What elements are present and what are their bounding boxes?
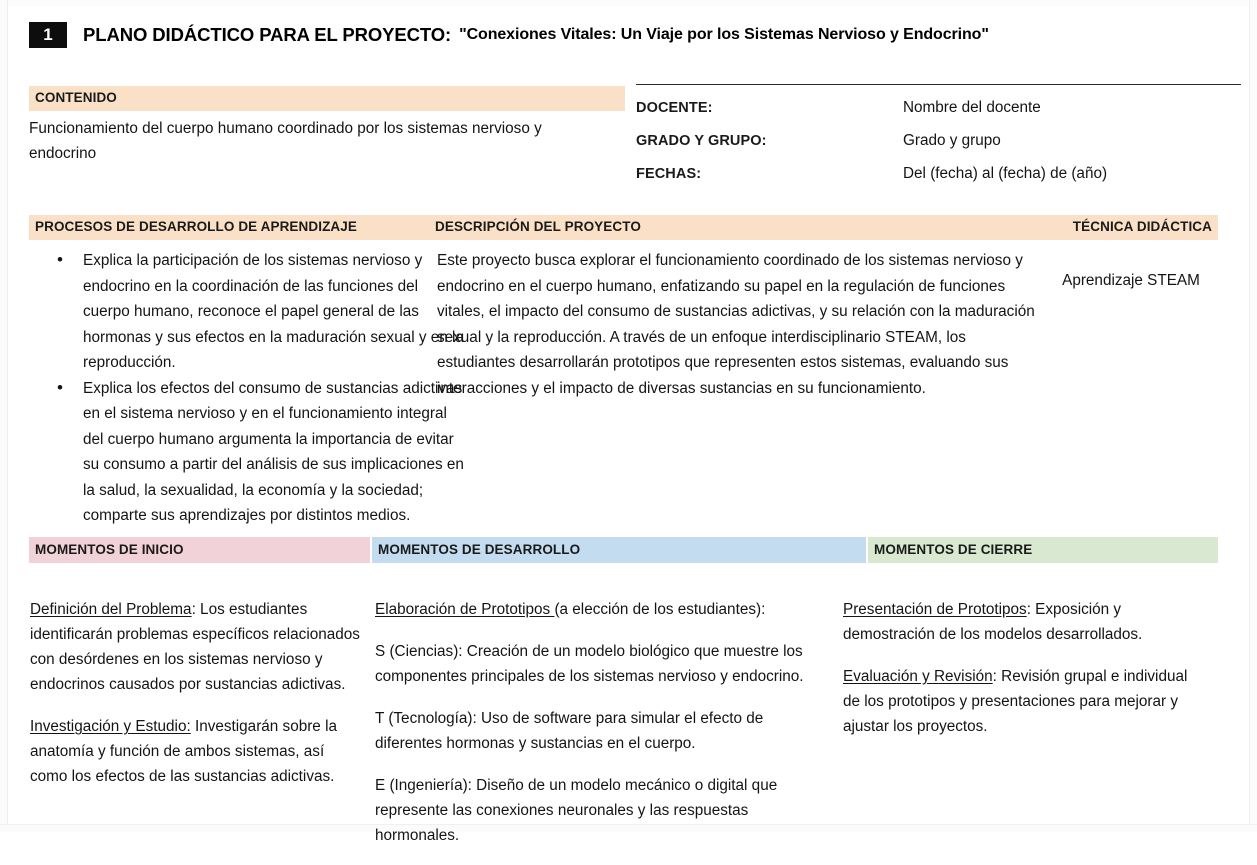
paragraph-rest: Investigarán sobre la anatomía y función de ambos sistemas, así como los efectos de las sustancias adictivas. <box>30 718 337 785</box>
document-title-row <box>29 21 989 49</box>
contenido-header-bar <box>29 86 625 111</box>
momentos-cierre-header-bar <box>868 537 1218 563</box>
section-two-header-bar <box>29 215 1218 240</box>
momentos-header-bars <box>29 537 1218 563</box>
info-row-docente <box>636 91 1241 124</box>
paragraph-rest: (a elección de los estudiantes): <box>554 601 766 618</box>
fechas-value: Del (fecha) al (fecha) de (año) <box>903 164 1108 182</box>
project-description-text: Este proyecto busca explorar el funcionamiento coordinado de los sistemas nervioso y endocrino en el cuerpo humano, enfatizando su papel en la regulación de funciones vitales, el impacto del consumo de sustancias adictivas, y su relación con la maduración sexual y la reproducción. A través de un enfoque interdisciplinario STEAM, los estudiantes desarrollarán prototipos que representen estos sistemas, evaluando sus interacciones y el impacto de diversas sustancias en su funcionamiento. <box>437 252 1035 397</box>
paragraph-lead: Elaboración de Prototipos <box>375 601 555 618</box>
page-edge-right <box>1249 0 1257 832</box>
momentos-inicio-header-bar <box>29 537 370 563</box>
paragraph-rest: T (Tecnología): Uso de software para simular el efecto de diferentes hormonas y sustancias en el cuerpo. <box>375 710 764 752</box>
list-item: • Explica los efectos del consumo de sustancias adictivas en el sistema nervioso y en el funcionamiento integral del cuerpo humano argumenta la importancia de evitar su consumo a partir del análisis de sus implicaciones en la salud, la sexualidad, la economía y la sociedad; comparte sus aprendizajes por distintos medios. <box>83 376 468 529</box>
docente-value: Nombre del docente <box>903 98 1041 116</box>
pda-list <box>45 248 468 529</box>
momentos-inicio-column <box>30 597 364 806</box>
teacher-info-panel <box>636 84 1241 190</box>
info-row-grado-grupo <box>636 124 1241 157</box>
fechas-label: FECHAS: <box>636 165 702 182</box>
momentos-desarrollo-header-bar <box>372 537 866 563</box>
paragraph-rest: : Exposición y demostración de los modelos desarrollados. <box>843 601 1143 643</box>
momentos-desarrollo-column <box>375 597 827 865</box>
page-title: PLANO DIDÁCTICO PARA EL PROYECTO: <box>83 24 452 45</box>
paragraph <box>30 714 364 789</box>
page-edge-top <box>0 0 1257 6</box>
tecnica-didactica-value: Aprendizaje STEAM <box>1062 272 1200 289</box>
paragraph-rest: : Revisión grupal e individual de los prototipos y presentaciones para mejorar y ajustar los proyectos. <box>843 668 1188 735</box>
docente-label: DOCENTE: <box>636 99 713 116</box>
paragraph-rest: E (Ingeniería): Diseño de un modelo mecánico o digital que represente las conexiones neuronales y las respuestas hormonales. <box>375 777 778 844</box>
paragraph-lead: Investigación y Estudio: <box>30 718 191 735</box>
section-number-badge: 1 <box>29 22 67 48</box>
page-edge-left <box>0 0 8 832</box>
paragraph <box>375 706 827 756</box>
paragraph-lead: Definición del Problema <box>30 601 192 618</box>
pda-header-label: PROCESOS DE DESARROLLO DE APRENDIZAJE <box>35 219 357 234</box>
paragraph <box>375 639 827 689</box>
descripcion-header-label: DESCRIPCIÓN DEL PROYECTO <box>435 219 641 234</box>
contenido-header-label: CONTENIDO <box>35 90 117 105</box>
paragraph-rest: : Los estudiantes identificarán problemas específicos relacionados con desórdenes en los sistemas nervioso y endocrinos causados por sustancias adictivas. <box>30 601 360 693</box>
project-title: "Conexiones Vitales: Un Viaje por los Sistemas Nervioso y Endocrino" <box>459 26 989 43</box>
momentos-cierre-column <box>843 597 1203 756</box>
paragraph-rest: S (Ciencias): Creación de un modelo biológico que muestre los componentes principales de los sistemas nervioso y endocrino. <box>375 643 804 685</box>
paragraph <box>843 597 1203 647</box>
momentos-desarrollo-label: MOMENTOS DE DESARROLLO <box>378 542 581 557</box>
tecnica-header-label: TÉCNICA DIDÁCTICA <box>1072 219 1212 234</box>
paragraph-lead: Presentación de Prototipos <box>843 601 1027 618</box>
momentos-cierre-label: MOMENTOS DE CIERRE <box>874 542 1033 557</box>
list-item: • Explica la participación de los sistemas nervioso y endocrino en la coordinación de las funciones del cuerpo humano, reconoce el papel general de las hormonas y sus efectos en la maduración sexual y en la reproducción. <box>83 248 468 376</box>
paragraph <box>375 773 827 848</box>
grado-grupo-label: GRADO Y GRUPO: <box>636 132 767 149</box>
paragraph <box>843 664 1203 739</box>
paragraph <box>30 597 364 697</box>
grado-grupo-value: Grado y grupo <box>903 131 1001 149</box>
paragraph-lead: Evaluación y Revisión <box>843 668 993 685</box>
momentos-inicio-label: MOMENTOS DE INICIO <box>35 542 184 557</box>
info-row-fechas <box>636 157 1241 190</box>
paragraph <box>375 597 827 622</box>
contenido-text: Funcionamiento del cuerpo humano coordinado por los sistemas nervioso y endocrino <box>29 120 542 162</box>
